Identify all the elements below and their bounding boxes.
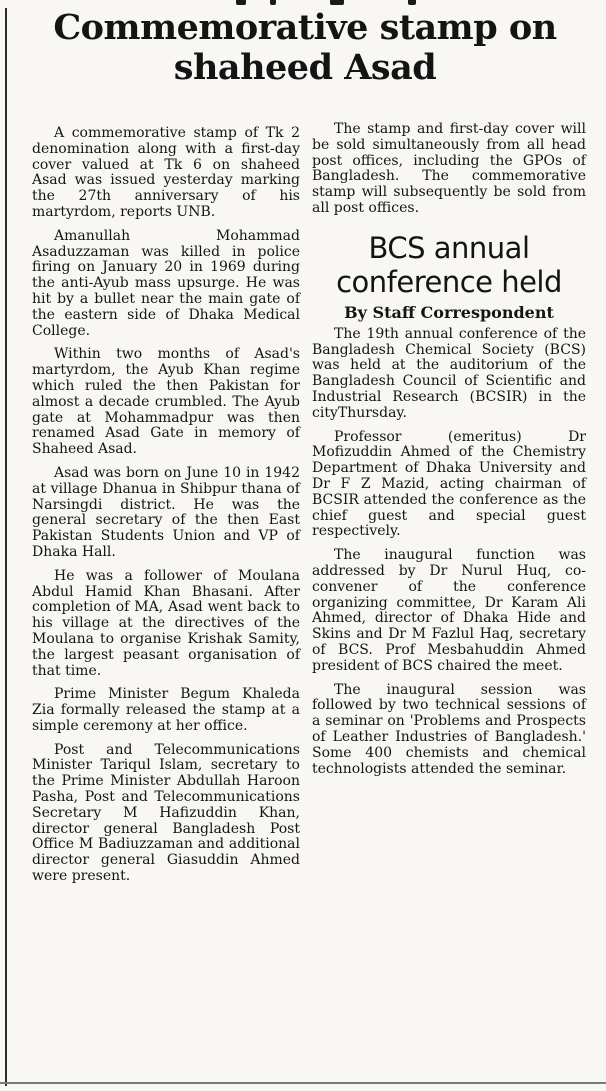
article-body-right-column — [312, 122, 586, 777]
column-rule — [5, 8, 7, 1086]
article-paragraph: Post and Telecommunications Minister Tariqul Islam, secretary to the Prime Minister Abdullah Haroon Pasha, Post and Telecommunications Secretary M Hafizuddin Khan, director general Bangladesh Post Office M Badiuzzaman and additional director general Giasuddin Ahmed were present. — [32, 741, 300, 885]
article-paragraph: Prime Minister Begum Khaleda Zia formally released the stamp at a simple ceremony at her office. — [32, 686, 300, 734]
article-paragraph: The stamp and first-day cover will be sold simultaneously from all head post offices, including the GPOs of Bangladesh. The commemorative stamp will subsequently be sold from all post offices. — [312, 121, 586, 216]
article-paragraph: Amanullah Mohammad Asaduzzaman was killed in police firing on January 20 in 1969 during the anti-Ayub mass upsurge. He was hit by a bullet near the main gate of the eastern side of Dhaka Medical College. — [32, 227, 300, 339]
article-paragraph: A commemorative stamp of Tk 2 denomination along with a first-day cover valued at Tk 6 on shaheed Asad was issued yesterday marking the 27th anniversary of his martyrdom, reports UNB. — [32, 125, 300, 220]
article-paragraph: Asad was born on June 10 in 1942 at village Dhanua in Shibpur thana of Narsingdi district. He was the general secretary of the then East Pakistan Students Union and VP of Dhaka Hall. — [32, 464, 300, 560]
article-paragraph: Professor (emeritus) Dr Mofizuddin Ahmed of the Chemistry Department of Dhaka University and Dr F Z Mazid, acting chairman of BCSIR attended the conference as the chief guest and special guest respectively. — [312, 428, 586, 540]
article-headline-stamp: Commemorative stamp on shaheed Asad — [53, 7, 557, 88]
article-byline: By Staff Correspondent — [344, 302, 554, 322]
article-paragraph: He was a follower of Moulana Abdul Hamid Khan Bhasani. After completion of MA, Asad went back to his village at the directives of the Moulana to organise Krishak Samity, the largest peasant organisation of that time. — [32, 567, 300, 679]
article-paragraph: The inaugural session was followed by two technical sessions of a seminar on 'Problems and Prospects of Leather Industries of Bangladesh.' Some 400 chemists and chemical technologists attended the seminar. — [312, 681, 586, 777]
bottom-border — [0, 1082, 606, 1084]
article-paragraph: The inaugural function was addressed by Dr Nurul Huq, co-convener of the conference organizing committee, Dr Karam Ali Ahmed, director of Dhaka Hide and Skins and Dr M Fazlul Haq, secretary of BCS. Prof Mesbahuddin Ahmed president of BCS chaired the meet. — [312, 547, 586, 674]
torn-top-edge — [0, 0, 606, 6]
article-paragraph: The 19th annual conference of the Bangladesh Chemical Society (BCS) was held at the auditorium of the Bangladesh Council of Scientific and Industrial Research (BCSIR) in the cityThursday. — [312, 325, 586, 421]
article-headline-bcs: BCS annual conference held — [336, 230, 562, 299]
article-body-left-column — [32, 126, 300, 885]
article-paragraph: Within two months of Asad's martyrdom, the Ayub Khan regime which ruled the then Pakistan for almost a decade crumbled. The Ayub gate at Mohammadpur was then renamed Asad Gate in memory of Shaheed Asad. — [32, 346, 300, 458]
